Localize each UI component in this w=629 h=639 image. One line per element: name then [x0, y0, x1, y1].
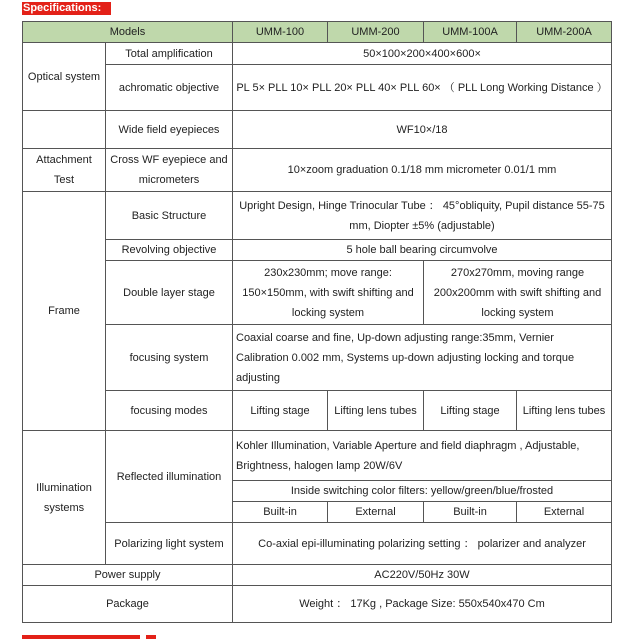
row-label-focusing-modes: focusing modes — [106, 391, 233, 431]
row-label-basic-structure: Basic Structure — [106, 192, 233, 240]
value-polarizing-light-system: Co-axial epi-illuminating polarizing setting ： polarizer and analyzer — [233, 523, 612, 565]
table-row — [23, 391, 612, 431]
value-illumination-type: External — [517, 502, 612, 523]
table-row — [23, 261, 612, 325]
value-double-layer-stage-b: 270x270mm, moving range 200x200mm with swift shifting and locking system — [424, 261, 612, 325]
footer-bar — [146, 635, 156, 639]
header-models: Models — [23, 22, 233, 43]
row-label-total-amplification: Total amplification — [106, 43, 233, 65]
table-row — [23, 523, 612, 565]
row-label-polarizing-light-system: Polarizing light system — [106, 523, 233, 565]
table-row — [23, 586, 612, 623]
group-frame: Frame — [23, 192, 106, 431]
header-model-4: UMM-200A — [517, 22, 612, 43]
value-focusing-mode: Lifting lens tubes — [328, 391, 424, 431]
value-illumination-type: Built-in — [424, 502, 517, 523]
value-color-filters: Inside switching color filters: yellow/green/blue/frosted — [233, 481, 612, 502]
value-illumination-type: Built-in — [233, 502, 328, 523]
value-focusing-system: Coaxial coarse and fine, Up-down adjusting range:35mm, Vernier Calibration 0.002 mm, Systems up-down adjusting locking and torque adjusting — [233, 325, 612, 391]
group-attachment-test: Attachment Test — [23, 149, 106, 192]
row-label-focusing-system: focusing system — [106, 325, 233, 391]
value-focusing-mode: Lifting stage — [424, 391, 517, 431]
table-row — [23, 149, 612, 192]
value-focusing-mode: Lifting stage — [233, 391, 328, 431]
row-label-double-layer-stage: Double layer stage — [106, 261, 233, 325]
row-label-revolving-objective: Revolving objective — [106, 240, 233, 261]
table-row — [23, 431, 612, 481]
header-model-1: UMM-100 — [233, 22, 328, 43]
value-reflected-illumination: Kohler Illumination, Variable Aperture and field diaphragm , Adjustable, Brightness, halogen lamp 20W/6V — [233, 431, 612, 481]
value-power-supply: AC220V/50Hz 30W — [233, 565, 612, 586]
value-basic-structure: Upright Design, Hinge Trinocular Tube ： 45°obliquity, Pupil distance 55-75 mm, Diopter ±5% (adjustable) — [233, 192, 612, 240]
value-focusing-mode: Lifting lens tubes — [517, 391, 612, 431]
table-row — [23, 111, 612, 149]
value-achromatic-objective: PL 5× PLL 10× PLL 20× PLL 40× PLL 60× （ PLL Long Working Distance ） — [233, 65, 612, 111]
table-row — [23, 43, 612, 65]
blank-cell — [23, 111, 106, 149]
table-row — [23, 65, 612, 111]
table-row — [23, 240, 612, 261]
value-revolving-objective: 5 hole ball bearing circumvolve — [233, 240, 612, 261]
row-label-power-supply: Power supply — [23, 565, 233, 586]
table-row — [23, 565, 612, 586]
specifications-table — [22, 21, 612, 623]
section-title: Specifications: — [22, 2, 111, 15]
row-label-cross-eyepiece: Cross WF eyepiece and micrometers — [106, 149, 233, 192]
row-label-wide-field-eyepieces: Wide field eyepieces — [106, 111, 233, 149]
footer-bar — [22, 635, 140, 639]
value-illumination-type: External — [328, 502, 424, 523]
value-total-amplification: 50×100×200×400×600× — [233, 43, 612, 65]
header-model-3: UMM-100A — [424, 22, 517, 43]
group-illumination-systems: Illumination systems — [23, 431, 106, 565]
row-label-reflected-illumination: Reflected illumination — [106, 431, 233, 523]
value-package: Weight ： 17Kg , Package Size: 550x540x470 Cm — [233, 586, 612, 623]
group-optical-system: Optical system — [23, 43, 106, 111]
table-header-row — [23, 22, 612, 43]
value-double-layer-stage-a: 230x230mm; move range: 150×150mm, with swift shifting and locking system — [233, 261, 424, 325]
table-row — [23, 192, 612, 240]
value-wide-field-eyepieces: WF10×/18 — [233, 111, 612, 149]
row-label-package: Package — [23, 586, 233, 623]
row-label-achromatic-objective: achromatic objective — [106, 65, 233, 111]
table-row — [23, 325, 612, 391]
value-cross-eyepiece: 10×zoom graduation 0.1/18 mm micrometer 0.01/1 mm — [233, 149, 612, 192]
header-model-2: UMM-200 — [328, 22, 424, 43]
